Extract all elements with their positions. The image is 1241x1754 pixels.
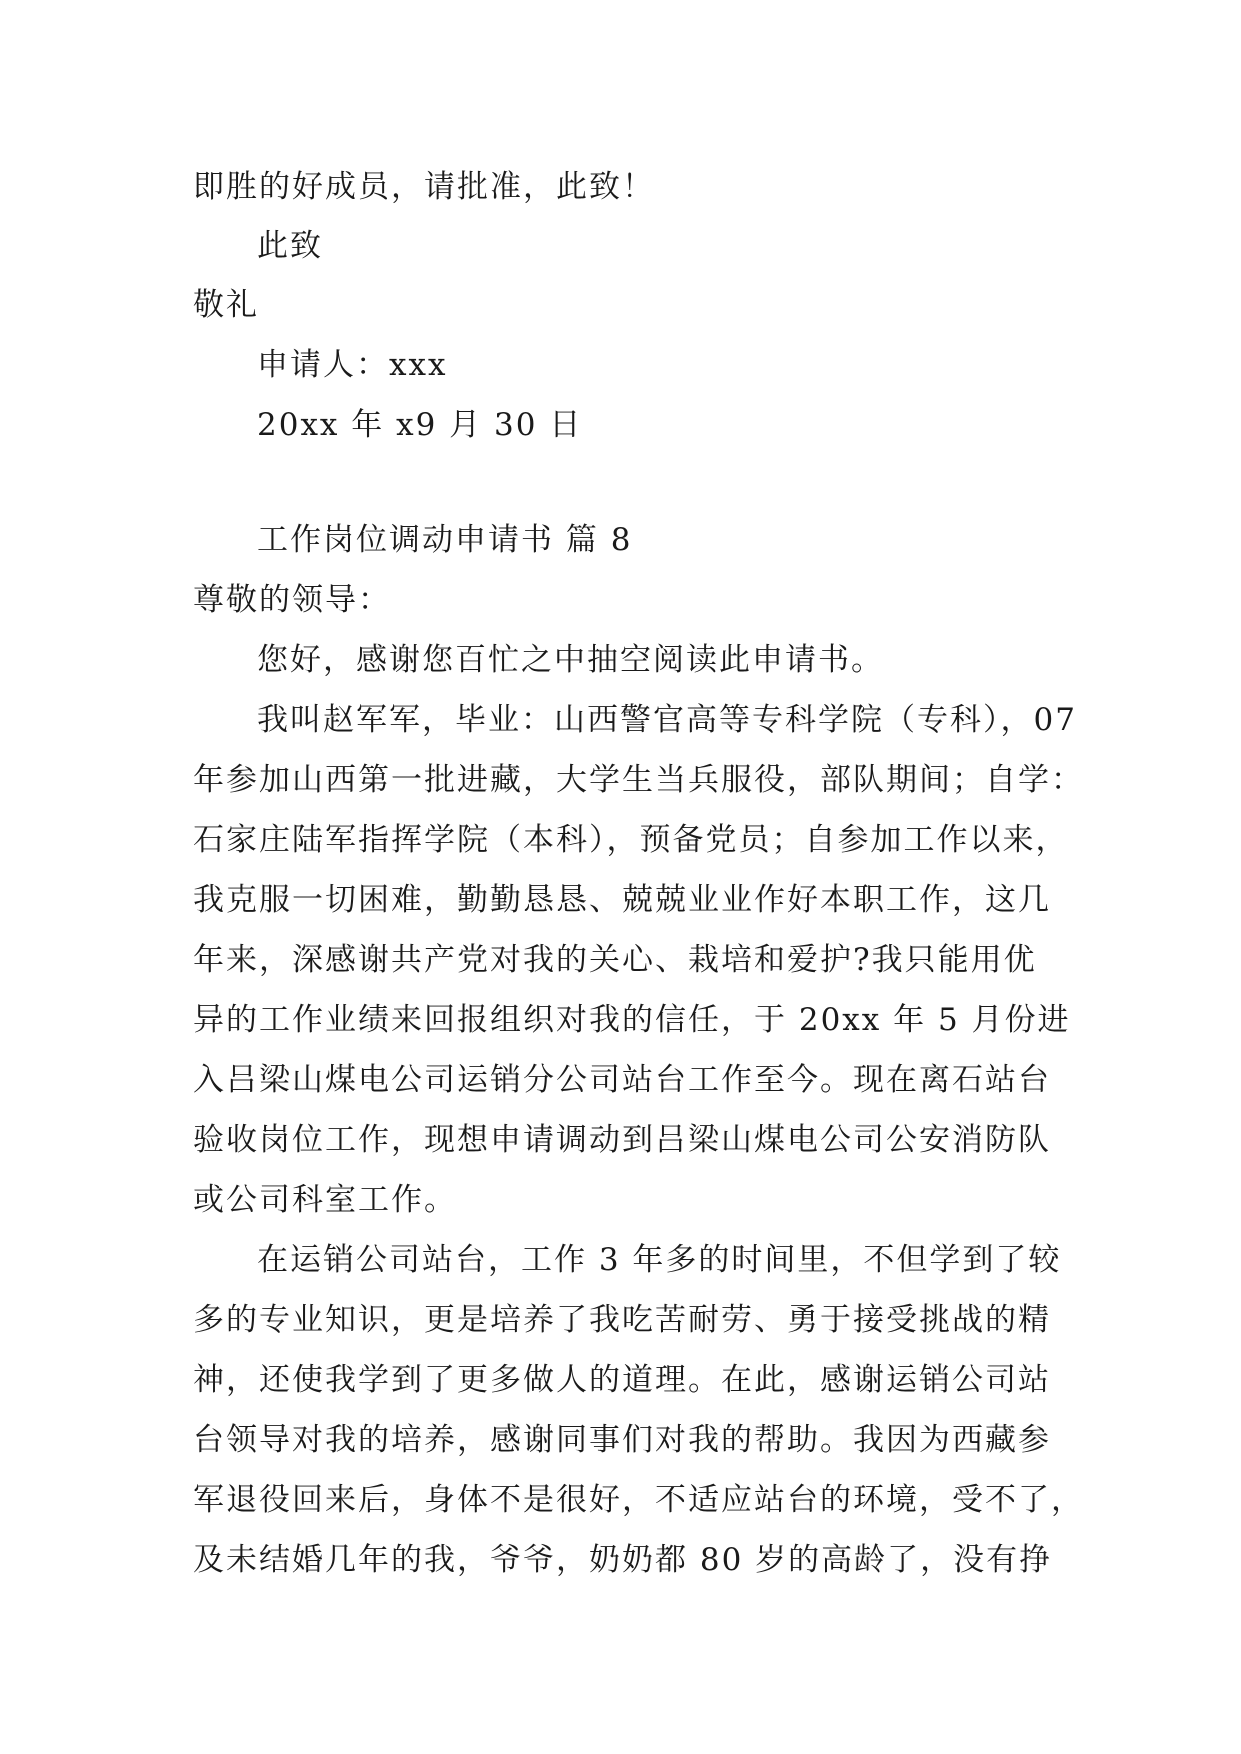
applicant-signature: 申请人：xxx bbox=[257, 347, 448, 383]
paragraph-line: 我克服一切困难，勤勤恳恳、兢兢业业作好本职工作，这几 bbox=[193, 882, 1051, 918]
paragraph-line: 或公司科室工作。 bbox=[193, 1182, 457, 1218]
closing-regards: 敬礼 bbox=[193, 287, 259, 323]
paragraph-line: 及未结婚几年的我，爷爷，奶奶都 80 岁的高龄了，没有挣 bbox=[193, 1542, 1053, 1578]
paragraph-line: 台领导对我的培养，感谢同事们对我的帮助。我因为西藏参 bbox=[193, 1422, 1051, 1458]
paragraph-line: 我叫赵军军，毕业：山西警官高等专科学院（专科），07 bbox=[257, 702, 1077, 738]
paragraph-line: 验收岗位工作，现想申请调动到吕梁山煤电公司公安消防队 bbox=[193, 1122, 1051, 1158]
paragraph-line: 您好，感谢您百忙之中抽空阅读此申请书。 bbox=[257, 642, 884, 678]
paragraph-line: 年来，深感谢共产党对我的关心、栽培和爱护?我只能用优 bbox=[193, 942, 1037, 978]
paragraph-line: 在运销公司站台，工作 3 年多的时间里，不但学到了较 bbox=[257, 1242, 1062, 1278]
closing-line: 即胜的好成员，请批准，此致！ bbox=[193, 169, 655, 205]
paragraph-line: 年参加山西第一批进藏，大学生当兵服役，部队期间；自学： bbox=[193, 762, 1084, 798]
closing-salutation: 此致 bbox=[257, 228, 323, 264]
paragraph-line: 入吕梁山煤电公司运销分公司站台工作至今。现在离石站台 bbox=[193, 1062, 1051, 1098]
paragraph-line: 石家庄陆军指挥学院（本科），预备党员；自参加工作以来， bbox=[193, 822, 1069, 858]
paragraph-line: 军退役回来后，身体不是很好，不适应站台的环境，受不了， bbox=[193, 1482, 1084, 1518]
application-date: 20xx 年 x9 月 30 日 bbox=[257, 407, 583, 443]
section-heading: 工作岗位调动申请书 篇 8 bbox=[257, 522, 633, 558]
greeting: 尊敬的领导： bbox=[193, 582, 391, 618]
paragraph-line: 多的专业知识，更是培养了我吃苦耐劳、勇于接受挑战的精 bbox=[193, 1302, 1051, 1338]
paragraph-line: 神，还使我学到了更多做人的道理。在此，感谢运销公司站 bbox=[193, 1362, 1051, 1398]
paragraph-line: 异的工作业绩来回报组织对我的信任，于 20xx 年 5 月份进 bbox=[193, 1002, 1071, 1038]
